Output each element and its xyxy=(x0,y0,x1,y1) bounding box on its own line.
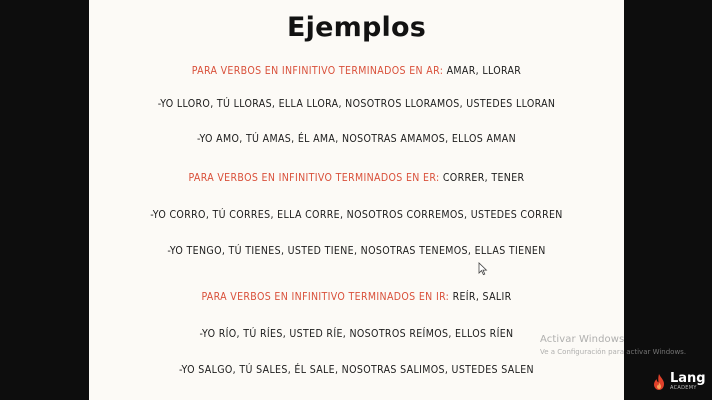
logo-subtitle: ACADEMY xyxy=(670,385,697,391)
section-heading-ir xyxy=(89,291,624,303)
windows-activation-watermark xyxy=(540,334,686,356)
watermark-subtitle: Ve a Configuración para activar Windows. xyxy=(540,348,687,356)
brand-logo xyxy=(652,372,706,391)
example-line: -YO CORRO, TÚ CORRES, ELLA CORRE, NOSOTROS CORREMOS, USTEDES CORREN xyxy=(150,209,563,221)
example-line: -YO TENGO, TÚ TIENES, USTED TIENE, NOSOTRAS TENEMOS, ELLAS TIENEN xyxy=(167,245,546,257)
heading-label: PARA VERBOS EN INFINITIVO TERMINADOS EN IR: xyxy=(201,291,450,303)
logo-name: Lang xyxy=(670,371,706,386)
section-heading-ar xyxy=(89,65,624,77)
section-heading-er xyxy=(89,172,624,184)
flame-icon xyxy=(652,373,666,391)
heading-verbs: REÍR, SALIR xyxy=(452,291,512,303)
example-line: -YO SALGO, TÚ SALES, ÉL SALE, NOSOTRAS SALIMOS, USTEDES SALEN xyxy=(179,364,534,376)
heading-verbs: CORRER, TENER xyxy=(442,172,525,184)
example-line: -YO AMO, TÚ AMAS, ÉL AMA, NOSOTRAS AMAMOS, ELLOS AMAN xyxy=(196,133,517,145)
mouse-pointer-icon xyxy=(478,262,488,276)
example-line: -YO LLORO, TÚ LLORAS, ELLA LLORA, NOSOTROS LLORAMOS, USTEDES LLORAN xyxy=(157,98,556,110)
watermark-title: Activar Windows xyxy=(540,334,625,345)
example-line: -YO RÍO, TÚ RÍES, USTED RÍE, NOSOTROS REÍMOS, ELLOS RÍEN xyxy=(199,328,514,340)
heading-verbs: AMAR, LLORAR xyxy=(446,65,522,77)
heading-label: PARA VERBOS EN INFINITIVO TERMINADOS EN AR: xyxy=(191,65,444,77)
slide-title: Ejemplos xyxy=(287,12,426,43)
heading-label: PARA VERBOS EN INFINITIVO TERMINADOS EN ER: xyxy=(188,172,440,184)
